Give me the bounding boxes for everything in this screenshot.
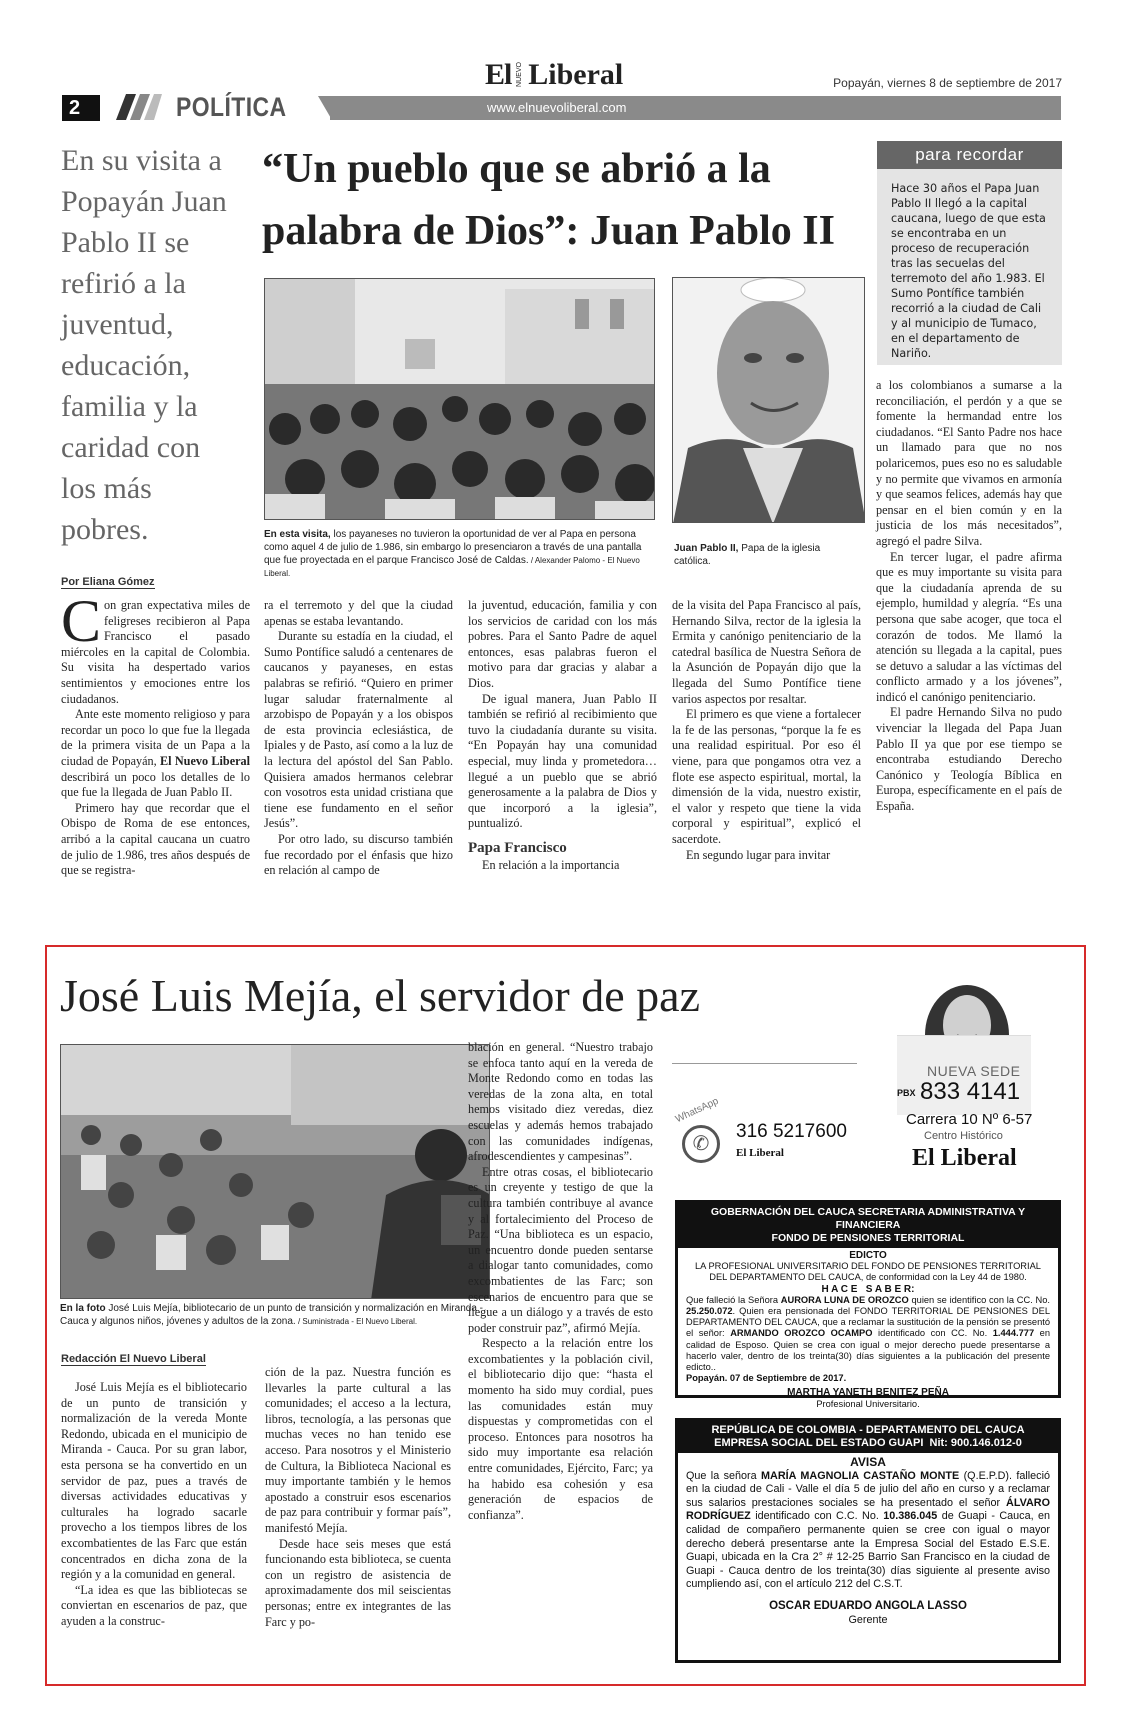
col1-first: on gran expectativa miles de feligreses recibieron al Papa Francisco el pasado miércoles en la capital de Colombia. Su visita ha despertado varios sentimientos y emociones entre los ciudadanos. [61, 598, 250, 706]
sidebar-text: Hace 30 años el Papa Juan Pablo II llegó a la capital caucana, luego de que esta se encontraba en un proceso de recuperación tras las secuelas del terremoto del año 1.983. El Sumo Pontífice también recorrió a la ciudad de Cali y al municipio de Tumaco, en el departamento de Nariño. [891, 182, 1046, 360]
pull-quote: En su visita a Popayán Juan Pablo II se refirió a la juventud, educación, familia y la caridad con los más pobres. [61, 144, 227, 546]
story1-col2 [264, 598, 453, 879]
district: Centro Histórico [924, 1130, 1003, 1142]
edicto-name1: AURORA LUNA DE OROZCO [780, 1294, 909, 1305]
nueva-sede-label: NUEVA SEDE [927, 1063, 1021, 1079]
edicto-signer: MARTHA YANETH BENITEZ PEÑA [787, 1387, 949, 1399]
col5-p2: En tercer lugar, el padre afirma que es muy importante su visita para que la ciudadanía aprenda de su ejemplo, humildad y alegría. “Es una persona que sabe acoger, que toca el corazón de todos. Me llamó la atención su llegada a la capital, pues se detuvo a saludar a las víctimas del conflicto armado y a los jóvenes”, indicó el canónigo penitenciario. [876, 549, 1062, 704]
edicto-place-date: Popayán. 07 de Septiembre de 2017. [686, 1373, 847, 1384]
crowd-photo-caption [264, 528, 656, 580]
pope-portrait-image [673, 278, 865, 523]
aviso-signer: OSCAR EDUARDO ANGOLA LASSO [769, 1599, 967, 1612]
aviso-notice [675, 1418, 1061, 1663]
pope-portrait-photo [672, 277, 865, 523]
section-slashes [112, 92, 162, 122]
story2-col1-p1: José Luis Mejía es el bibliotecario de un punto de transición y normalización de la vereda Monte Redondo, ubicada en el municipio de Miranda - Cauca. Por su gran labor, esta persona se ha convertido en un servidor de paz, pues a través de diversas actividades educativas y culturales ha logrado sacarle provecho a los tiempos libres de los excombatientes de las Farc que están concentrados en dicha zona de la región y a la comunidad en general. [61, 1380, 247, 1582]
logo-nuevo: NUEVO [516, 62, 524, 87]
col3-p1: la juventud, educación, familia y con los servicios de caridad con los más pobres. Para el Santo Padre de aquel entonces, esas palabras fueron el motivo para dar gracias y alabar a Dios. [468, 598, 657, 690]
caption-text: los payaneses no tuvieron la oportunidad de ver al Papa en persona como aquel 4 de julio de 1.986, sin embargo lo presenciaron a través de una pantalla que fue proyectada en el parque Francisco José de Caldas. [264, 529, 642, 566]
edicto-notice [675, 1200, 1061, 1409]
aviso-name2: ÁLVARO RODRÍGUEZ [686, 1496, 1050, 1523]
page-number: 2 [62, 95, 100, 121]
col1-p2c: describirá un poco los detalles de lo que fue la llegada de Juan Pablo II. [61, 769, 250, 800]
edicto-body [686, 1295, 1050, 1373]
model-photo [917, 975, 1017, 1043]
pope-caption-lead: Juan Pablo II, [674, 543, 739, 554]
story2-col2-p2: Desde hace seis meses que está funcionando esta biblioteca, se cuenta con un registro de asistencia de aproximadamente dos mil seiscientas personas; entre ex integrantes de las Farc y po- [265, 1536, 451, 1629]
edicto-intro: LA PROFESIONAL UNIVERSITARIO DEL FONDO DE PENSIONES TERRITORIAL DEL DEPARTAMENTO DEL CAUCA, de conformidad con la Ley 44 de 1980. [695, 1261, 1041, 1283]
story2-col1-p2: “La idea es que las bibliotecas se conviertan en escenarios de paz, que ayuden a la construc- [61, 1582, 247, 1628]
story2-headline: José Luis Mejía, el servidor de paz [60, 970, 700, 1021]
nueva-sede-ad[interactable] [672, 975, 1072, 1185]
aviso-body3: identificado con C.C. No. [750, 1510, 884, 1523]
aviso-header-line2: EMPRESA SOCIAL DEL ESTADO GUAPI Nit: 900.146.012-0 [714, 1437, 1022, 1449]
edicto-hace-saber: H A C E S A B E R: [821, 1283, 915, 1295]
aviso-name1: MARÍA MAGNOLIA CASTAÑO MONTE [761, 1469, 960, 1482]
story2-col2-p1: ción de la paz. Nuestra función es llevarles la parte cultural a las comunidades; el acceso a la lectura, libros, tecnología, a las personas que muchas veces no han tenido ese acceso. Para nosotros y el Ministerio de Cultura, la Biblioteca Nacional es muy importante también y le hemos apostado a construir esos escenarios de paz para contribuir y formar país”, manifestó Mejía. [265, 1365, 451, 1535]
edicto-body4: identificado con CC. No. [872, 1328, 993, 1339]
edicto-cc1: 25.250.072 [686, 1306, 733, 1317]
aviso-body2: (Q.E.P.D). falleció en la ciudad de Cali - Valle el día 5 de julio del año en curso y a reclamar sus salarios prestaciones sociales se ha presentado el señor [686, 1469, 1050, 1509]
dropcap: C [61, 588, 102, 654]
whatsapp-icon: ✆ [682, 1125, 720, 1163]
story1-col3 [468, 598, 657, 874]
whatsapp-label: WhatsApp [673, 1095, 721, 1126]
edicto-cc2: 1.444.777 [992, 1328, 1035, 1339]
story2-col3-p1: blación en general. “Nuestro trabajo se enfoca tanto aquí en la vereda de Monte Redondo como en todas las veredas de la zona alta, en total hemos visitado diez veredas, diez escuelas y además hemos trabajado con las comunidades indígenas, afrodescendientes y campesinas”. [468, 1040, 653, 1164]
header-bar-slant [318, 96, 332, 120]
crowd-photo [264, 278, 655, 520]
library-caption-credit: / Suministrada - El Nuevo Liberal. [295, 1317, 418, 1326]
story2-col1 [61, 1380, 247, 1630]
col3-p2: De igual manera, Juan Pablo II también se refirió al recibimiento que tuvo la ciudadanía durante su visita. “En Popayán hay una comunidad especial, muy linda y prometedora…llegué a un pueblo que se abrió generosamente a la palabra de Dios y que incorporó a la iglesia”, puntualizó. [468, 691, 657, 831]
aviso-header-line1: REPÚBLICA DE COLOMBIA - DEPARTAMENTO DEL CAUCA [711, 1424, 1025, 1436]
col2-p3: Por otro lado, su discurso también fue recordado por el énfasis que hizo en relación al campo de [264, 831, 453, 878]
ad-logo: El Liberal [912, 1145, 1017, 1171]
pope-portrait-caption [674, 542, 834, 568]
edicto-header [678, 1203, 1058, 1248]
col4-p1: de la visita del Papa Francisco al país, Hernando Silva, rector de la iglesia la Ermita y canónigo penitenciario de la catedral basílica de Nuestra Señora de la Asunción de Popayán dijo que la llegada del Sumo Pontífice tiene varios aspectos por resaltar. [672, 598, 861, 706]
aviso-signer-role: Gerente [848, 1613, 888, 1626]
pbx-number[interactable]: 833 4141 [920, 1078, 1021, 1105]
col4-p3: En segundo lugar para invitar [686, 847, 831, 862]
edicto-name2: ARMANDO OROZCO OCAMPO [730, 1328, 873, 1339]
edicto-header-line2: FONDO DE PENSIONES TERRITORIAL [771, 1232, 965, 1244]
edicto-body2: quien se identifico con la CC. No. [908, 1294, 1051, 1305]
story1-col5 [876, 378, 1062, 815]
pbx-label: PBX [897, 1088, 916, 1098]
story2-col2 [265, 1365, 451, 1630]
woman-portrait-image [917, 975, 1017, 1043]
col1-p3: Primero hay que recordar que el Obispo de Roma de ese entonces, arribó a la capital caucana un cuatro de julio de 1.986, tres años después de que se registra- [61, 800, 250, 878]
story1-headline: “Un pueblo que se abrió a la palabra de Dios”: Juan Pablo II [262, 146, 835, 254]
edicto-title: EDICTO [849, 1250, 887, 1261]
masthead-logo[interactable] [485, 58, 623, 94]
website[interactable]: www.elnuevoliberal.com [487, 100, 627, 115]
caption-lead: En esta visita, [264, 529, 331, 540]
col4-p2: El primero es que viene a fortalecer la fe de las personas, “porque la fe es una realidad espiritual. Por eso él viene, para que pongamos otra vez a flote ese aspecto espiritual, mortal, la dimensión de la vida, nuestro existir, el valor y respeto que tiene la vida corporal y espiritual”, explicó el sacerdote. [672, 707, 861, 846]
library-photo-image [61, 1045, 490, 1299]
story1-col4 [672, 598, 861, 863]
library-caption-lead: En la foto [60, 1303, 106, 1314]
library-photo-caption [60, 1302, 492, 1328]
pope-caption-text: Papa de la iglesia católica. [674, 543, 821, 567]
logo-el: El [485, 58, 512, 91]
aviso-cc: 10.386.045 [883, 1510, 938, 1523]
col2-p1: ra el terremoto y del que la ciudad apenas se estaba levantando. [264, 598, 453, 628]
story2-byline: Redacción El Nuevo Liberal [61, 1353, 206, 1365]
aviso-body1: Que la señora [686, 1469, 762, 1482]
edicto-header-line1: GOBERNACIÓN DEL CAUCA SECRETARIA ADMINISTRATIVA Y FINANCIERA [710, 1206, 1026, 1231]
address: Carrera 10 Nº 6-57 [906, 1111, 1033, 1128]
col1-p2a: Ante este momento religioso y para recordar un poco lo que fue la llegada de la primera visita de un Papa a la ciudad de Popayán, [61, 707, 250, 768]
section-title: POLÍTICA [176, 92, 287, 122]
aviso-title: AVISA [850, 1455, 886, 1469]
col3-p3: En relación a la importancia [482, 857, 620, 872]
story1-col1 [61, 588, 250, 879]
aviso-header [678, 1421, 1058, 1453]
caption-credit: / Alexander Palomo - El Nuevo Liberal. [264, 556, 640, 578]
col3-subhead: Papa Francisco [468, 839, 567, 856]
aviso-body [686, 1470, 1050, 1592]
library-photo [60, 1044, 490, 1299]
col5-p1: a los colombianos a sumarse a la reconciliación, el perdón y a que se fomente la hermandad entre los ciudadanos. “El Santo Padre nos hace un llamado para que no nos polaricemos, pues eso no es saludable y no permite que vivamos en armonía y que seamos felices, además hay que pensar en el bien común y en la justicia de los más necesitados”, agregó el padre Silva. [876, 378, 1062, 548]
library-caption-text: José Luis Mejía, bibliotecario de un punto de transición y normalización en Miranda - Cauca y algunos niños, jóvenes y adultos de la zona. [60, 1303, 483, 1327]
edicto-body3: . Quien era pensionada del FONDO TERRITORIAL DE PENSIONES DEL DEPARTAMENTO DEL CAUCA, que a reclamar la sustitución de la pensión se presentó el señor: [686, 1306, 1050, 1339]
header-bar [330, 96, 1061, 120]
story2-col3-p2: Entre otras cosas, el bibliotecario es un creyente y testigo de que la cultura también contribuye al avance y al fortalecimiento del Proceso de Paz. “Una biblioteca es un espacio, un encuentro donde pueden sentarse a dialogar tanto comunidades, como excombatientes de las Farc; son escenarios de encuentro para que se llegue a un diálogo y a través de esto poder construir paz”, afirmó Mejía. [468, 1164, 653, 1335]
ad-divider [672, 1063, 857, 1064]
issue-date: Popayán, viernes 8 de septiembre de 2017 [833, 76, 1062, 90]
story2-col3-p3: Respecto a la relación entre los excombatientes y la población civil, el bibliotecario dijo que: “hasta el momento ha sido muy cordial, pues las comunidades están muy dispuestas y comprometidas con el proceso. Entonces para nosotros ha sido muy importante esa relación entre comunidades, Ejército, Farc; ya ha habido esa cohesión y esa generación de espacios de confianza”. [468, 1336, 653, 1522]
whatsapp-logo: El Liberal [736, 1147, 784, 1159]
whatsapp-phone[interactable]: 316 5217600 [736, 1121, 847, 1142]
aviso-body4: de Guapi - Cauca, en calidad de compañero permanente quien se cree con igual o mayor derecho deberá presentarse ante la Empresa Social del Estado E.S.E. Guapi, ubicada en la Cra 2° # 12-25 Barrio San Francisco en la ciudad de Guapi - Cauca dentro de los treinta(30) días siguiente al presente aviso cumpliendo así, con el artículo 212 del C.S.T. [686, 1510, 1050, 1591]
logo-liberal: Liberal [528, 58, 624, 91]
sidebar-box [877, 141, 1062, 365]
slash-decoration-icon [112, 92, 162, 122]
story1-byline: Por Eliana Gómez [61, 576, 155, 588]
col5-p3: El padre Hernando Silva no pudo vivenciar la llegada del Papa Juan Pablo II ya que por ese tiempo se encontraba estudiando Derecho Canónico y Teología Bíblica en Europa, específicamente en el país de España. [876, 705, 1062, 814]
story2-col3 [468, 1040, 653, 1523]
sidebar-title: para recordar [877, 141, 1062, 169]
edicto-signer-role: Profesional Universitario. [816, 1398, 920, 1409]
crowd-photo-image [265, 279, 655, 520]
col2-p2: Durante su estadía en la ciudad, el Sumo Pontífice saludó a centenares de caucanos y payaneses, en estas palabras se refirió. “Quiero en primer lugar saludar fraternalmente al arzobispo de Popayán y a los obispos de esta provincia eclesiástica, de Ipiales y de Pasto, así como a la luz de la lectura del apóstol del San Pablo. Quisiera amados hermanos celebrar con vosotros esta unidad cristiana que tiene ese fundamento en el señor Jesús”. [264, 629, 453, 831]
edicto-body5: en calidad de Esposo. Quien se crea con igual o mejor derecho puede presentarse a hacerlo valer, dentro de los treinta(30) días siguientes a la publicación del presente edicto.. [686, 1328, 1051, 1373]
edicto-body1: Que falleció la Señora [686, 1294, 781, 1305]
col1-p2-newspaper: El Nuevo Liberal [160, 753, 250, 768]
